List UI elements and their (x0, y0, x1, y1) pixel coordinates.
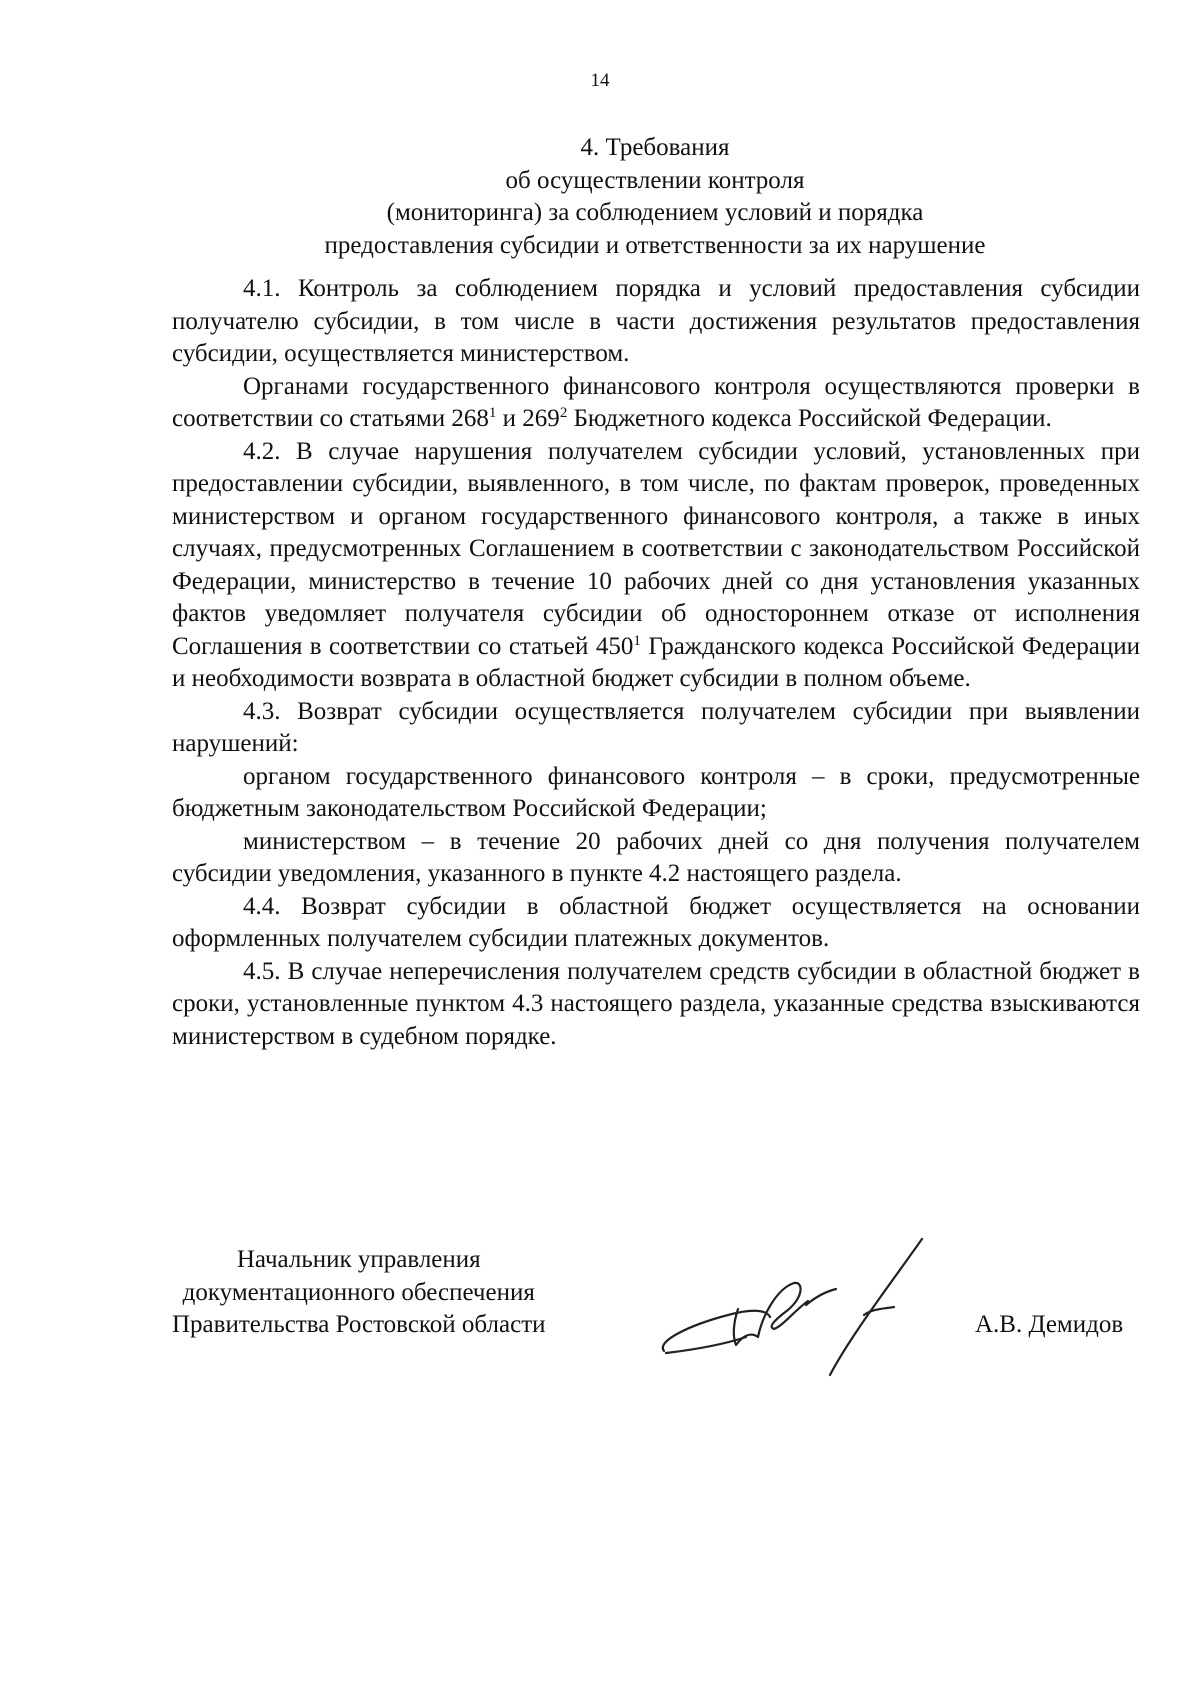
paragraph-text: 4.2. В случае нарушения получателем субсидии условий, установленных при предоставлении субсидии, выявленного, в том числе, по фактам проверок, проведенных министерством и органом государственного финансового контроля, а также в иных случаях, предусмотренных Соглашением в соответствии с законодательством Российской Федерации, министерство в течение 10 рабочих дней со дня установления указанных фактов уведомляет получателя субсидии об одностороннем отказе от исполнения Соглашения в соответствии со статьей 450 (172, 437, 1140, 660)
heading-line-1: 4. Требования (580, 134, 730, 161)
section-heading (170, 132, 1140, 262)
signatory-title-line-2: документационного обеспечения (182, 1278, 535, 1306)
body-text (172, 273, 1140, 1053)
signatory-name: А.В. Демидов (975, 1311, 1124, 1338)
handwritten-signature (650, 1225, 940, 1385)
superscript: 1 (488, 405, 497, 421)
signature-stroke (830, 1239, 922, 1375)
paragraph-ministry: министерством – в течение 20 рабочих дней со дня получения получателем субсидии уведомления, указанного в пункте 4.2 настоящего раздела. (172, 827, 1140, 887)
signatory-title-line-1: Начальник управления (236, 1246, 481, 1273)
paragraph-4-2 (172, 436, 1140, 696)
heading-line-4: предоставления субсидии и ответственности за их нарушение (324, 231, 986, 259)
paragraph-4-1: 4.1. Контроль за соблюдением порядка и условий предоставления субсидии получателю субсидии, в том числе в части достижения результатов предоставления субсидии, осуществляется министерством. (172, 275, 1140, 367)
paragraph-audit-bodies (172, 371, 1140, 436)
paragraph-4-3: 4.3. Возврат субсидии осуществляется получателем субсидии при выявлении нарушений: (172, 697, 1140, 757)
superscript: 1 (633, 632, 641, 649)
signature-stroke (806, 1289, 836, 1305)
paragraph-text: Бюджетного кодекса Российской Федерации. (567, 405, 1052, 432)
page-number: 14 (590, 70, 610, 91)
signatory-title (172, 1244, 546, 1342)
paragraph-text: Гражданского кодекса Российской Федерации и необходимости возврата в областной бюджет субсидии в полном объеме. (172, 632, 1140, 692)
signature-stroke (734, 1283, 808, 1345)
superscript: 2 (559, 405, 568, 421)
heading-line-2: об осуществлении контроля (505, 166, 805, 194)
paragraph-financial-control: органом государственного финансового контроля – в сроки, предусмотренные бюджетным законодательством Российской Федерации; (172, 762, 1140, 822)
paragraph-text: и 269 (496, 405, 560, 432)
paragraph-4-5: 4.5. В случае неперечисления получателем средств субсидии в областной бюджет в сроки, установленные пунктом 4.3 настоящего раздела, указанные средства взыскиваются министерством в судебном порядке. (172, 957, 1140, 1050)
paragraph-text: Органами государственного финансового контроля осуществляются проверки в соответствии со статьями 268 (172, 372, 1140, 432)
signatory-title-line-3: Правительства Ростовской области (172, 1311, 546, 1338)
paragraph-4-4: 4.4. Возврат субсидии в областной бюджет осуществляется на основании оформленных получателем субсидии платежных документов. (172, 892, 1140, 952)
heading-line-3: (мониторинга) за соблюдением условий и порядка (386, 199, 924, 226)
